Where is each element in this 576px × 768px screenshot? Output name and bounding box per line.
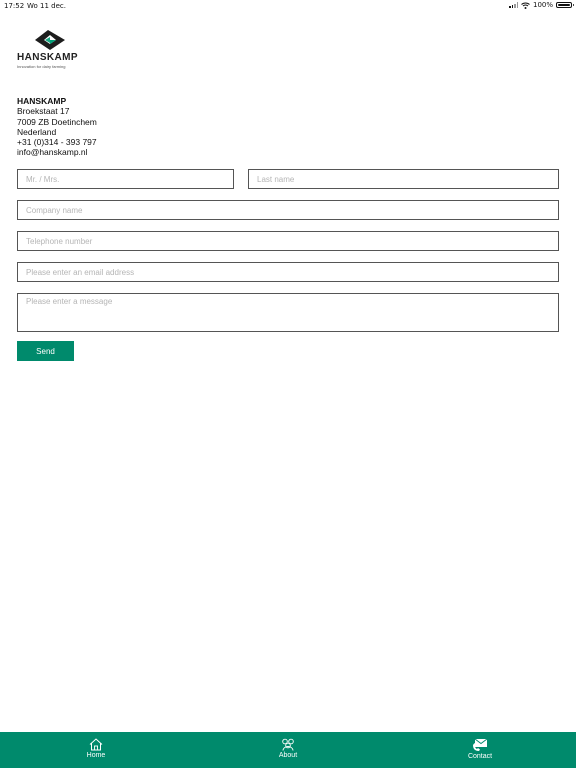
- address-email: info@hanskamp.nl: [17, 147, 88, 158]
- bottom-tab-bar: [0, 732, 576, 768]
- brand-name: HANSKAMP: [17, 52, 78, 63]
- tab-home[interactable]: [56, 732, 136, 768]
- signal-icon: [509, 2, 518, 8]
- status-indicators: [509, 1, 572, 9]
- tab-about-label: About: [278, 752, 298, 759]
- send-button[interactable]: Send: [17, 341, 74, 361]
- telephone-input[interactable]: [17, 231, 559, 251]
- tab-about[interactable]: [248, 732, 328, 768]
- wifi-icon: [521, 2, 530, 9]
- address-country: Nederland: [17, 126, 57, 137]
- status-time: 17:52: [4, 2, 25, 10]
- contact-icon: [472, 738, 488, 752]
- battery-icon: [556, 2, 572, 8]
- status-bar: [0, 0, 576, 12]
- company-name-input[interactable]: [17, 200, 559, 220]
- message-textarea[interactable]: [17, 293, 559, 332]
- battery-percent: 100%: [532, 1, 553, 9]
- address-street: Broekstaat 17: [17, 106, 70, 117]
- title-input[interactable]: [17, 169, 234, 189]
- tab-home-label: Home: [86, 752, 106, 759]
- status-date: Wo 11 dec.: [27, 2, 66, 10]
- tab-contact[interactable]: [440, 732, 520, 768]
- people-icon: [280, 738, 296, 751]
- tab-contact-label: Contact: [467, 753, 493, 760]
- home-icon: [89, 738, 103, 751]
- address-block: [17, 96, 97, 158]
- address-city: 7009 ZB Doetinchem: [17, 116, 97, 127]
- address-phone: +31 (0)314 - 393 797: [17, 137, 97, 148]
- address-company: HANSKAMP: [17, 96, 67, 106]
- last-name-input[interactable]: [248, 169, 559, 189]
- brand-tagline: Innovation for dairy farming: [17, 64, 66, 69]
- email-input[interactable]: [17, 262, 559, 282]
